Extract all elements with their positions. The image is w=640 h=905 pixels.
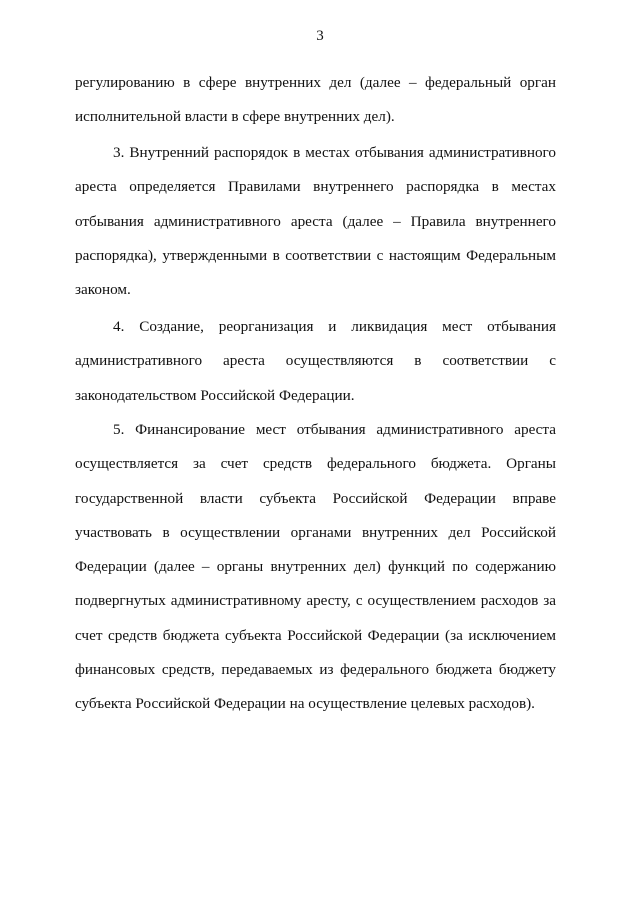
paragraph-item-4	[75, 310, 556, 413]
text-line: финансовых средств, передаваемых из федерального бюджета бюджету	[75, 661, 556, 679]
text-line: отбывания административного ареста (далее – Правила внутреннего	[75, 212, 556, 230]
text-line: субъекта Российской Федерации на осуществление целевых расходов).	[75, 695, 535, 713]
page-number: 3	[316, 28, 324, 44]
text-line: законодательством Российской Федерации.	[75, 386, 355, 404]
text-line: государственной власти субъекта Российской Федерации вправе	[75, 489, 556, 507]
text-line: счет средств бюджета субъекта Российской Федерации (за исключением	[75, 626, 556, 644]
paragraph-item-3	[75, 136, 556, 307]
text-line: 3. Внутренний распорядок в местах отбывания административного	[113, 144, 556, 161]
text-line: 4. Создание, реорганизация и ликвидация мест отбывания	[113, 318, 556, 335]
text-line: осуществляется за счет средств федерального бюджета. Органы	[75, 455, 556, 473]
paragraph-continuation	[75, 66, 556, 135]
text-line: регулированию в сфере внутренних дел (далее – федеральный орган	[75, 74, 556, 91]
text-line: подвергнутых административному аресту, с осуществлением расходов за	[75, 592, 556, 610]
text-line: Федерации (далее – органы внутренних дел) функций по содержанию	[75, 558, 556, 576]
text-line: распорядка), утвержденными в соответствии с настоящим Федеральным	[75, 246, 556, 264]
text-line: законом.	[75, 281, 131, 299]
text-line: 5. Финансирование мест отбывания административного ареста	[113, 421, 556, 438]
text-line: ареста определяется Правилами внутреннего распорядка в местах	[75, 178, 556, 196]
text-line: административного ареста осуществляются в соответствии с	[75, 352, 556, 370]
text-line: участвовать в осуществлении органами внутренних дел Российской	[75, 523, 556, 541]
paragraph-item-5	[75, 413, 556, 722]
text-line: исполнительной власти в сфере внутренних дел).	[75, 108, 395, 126]
